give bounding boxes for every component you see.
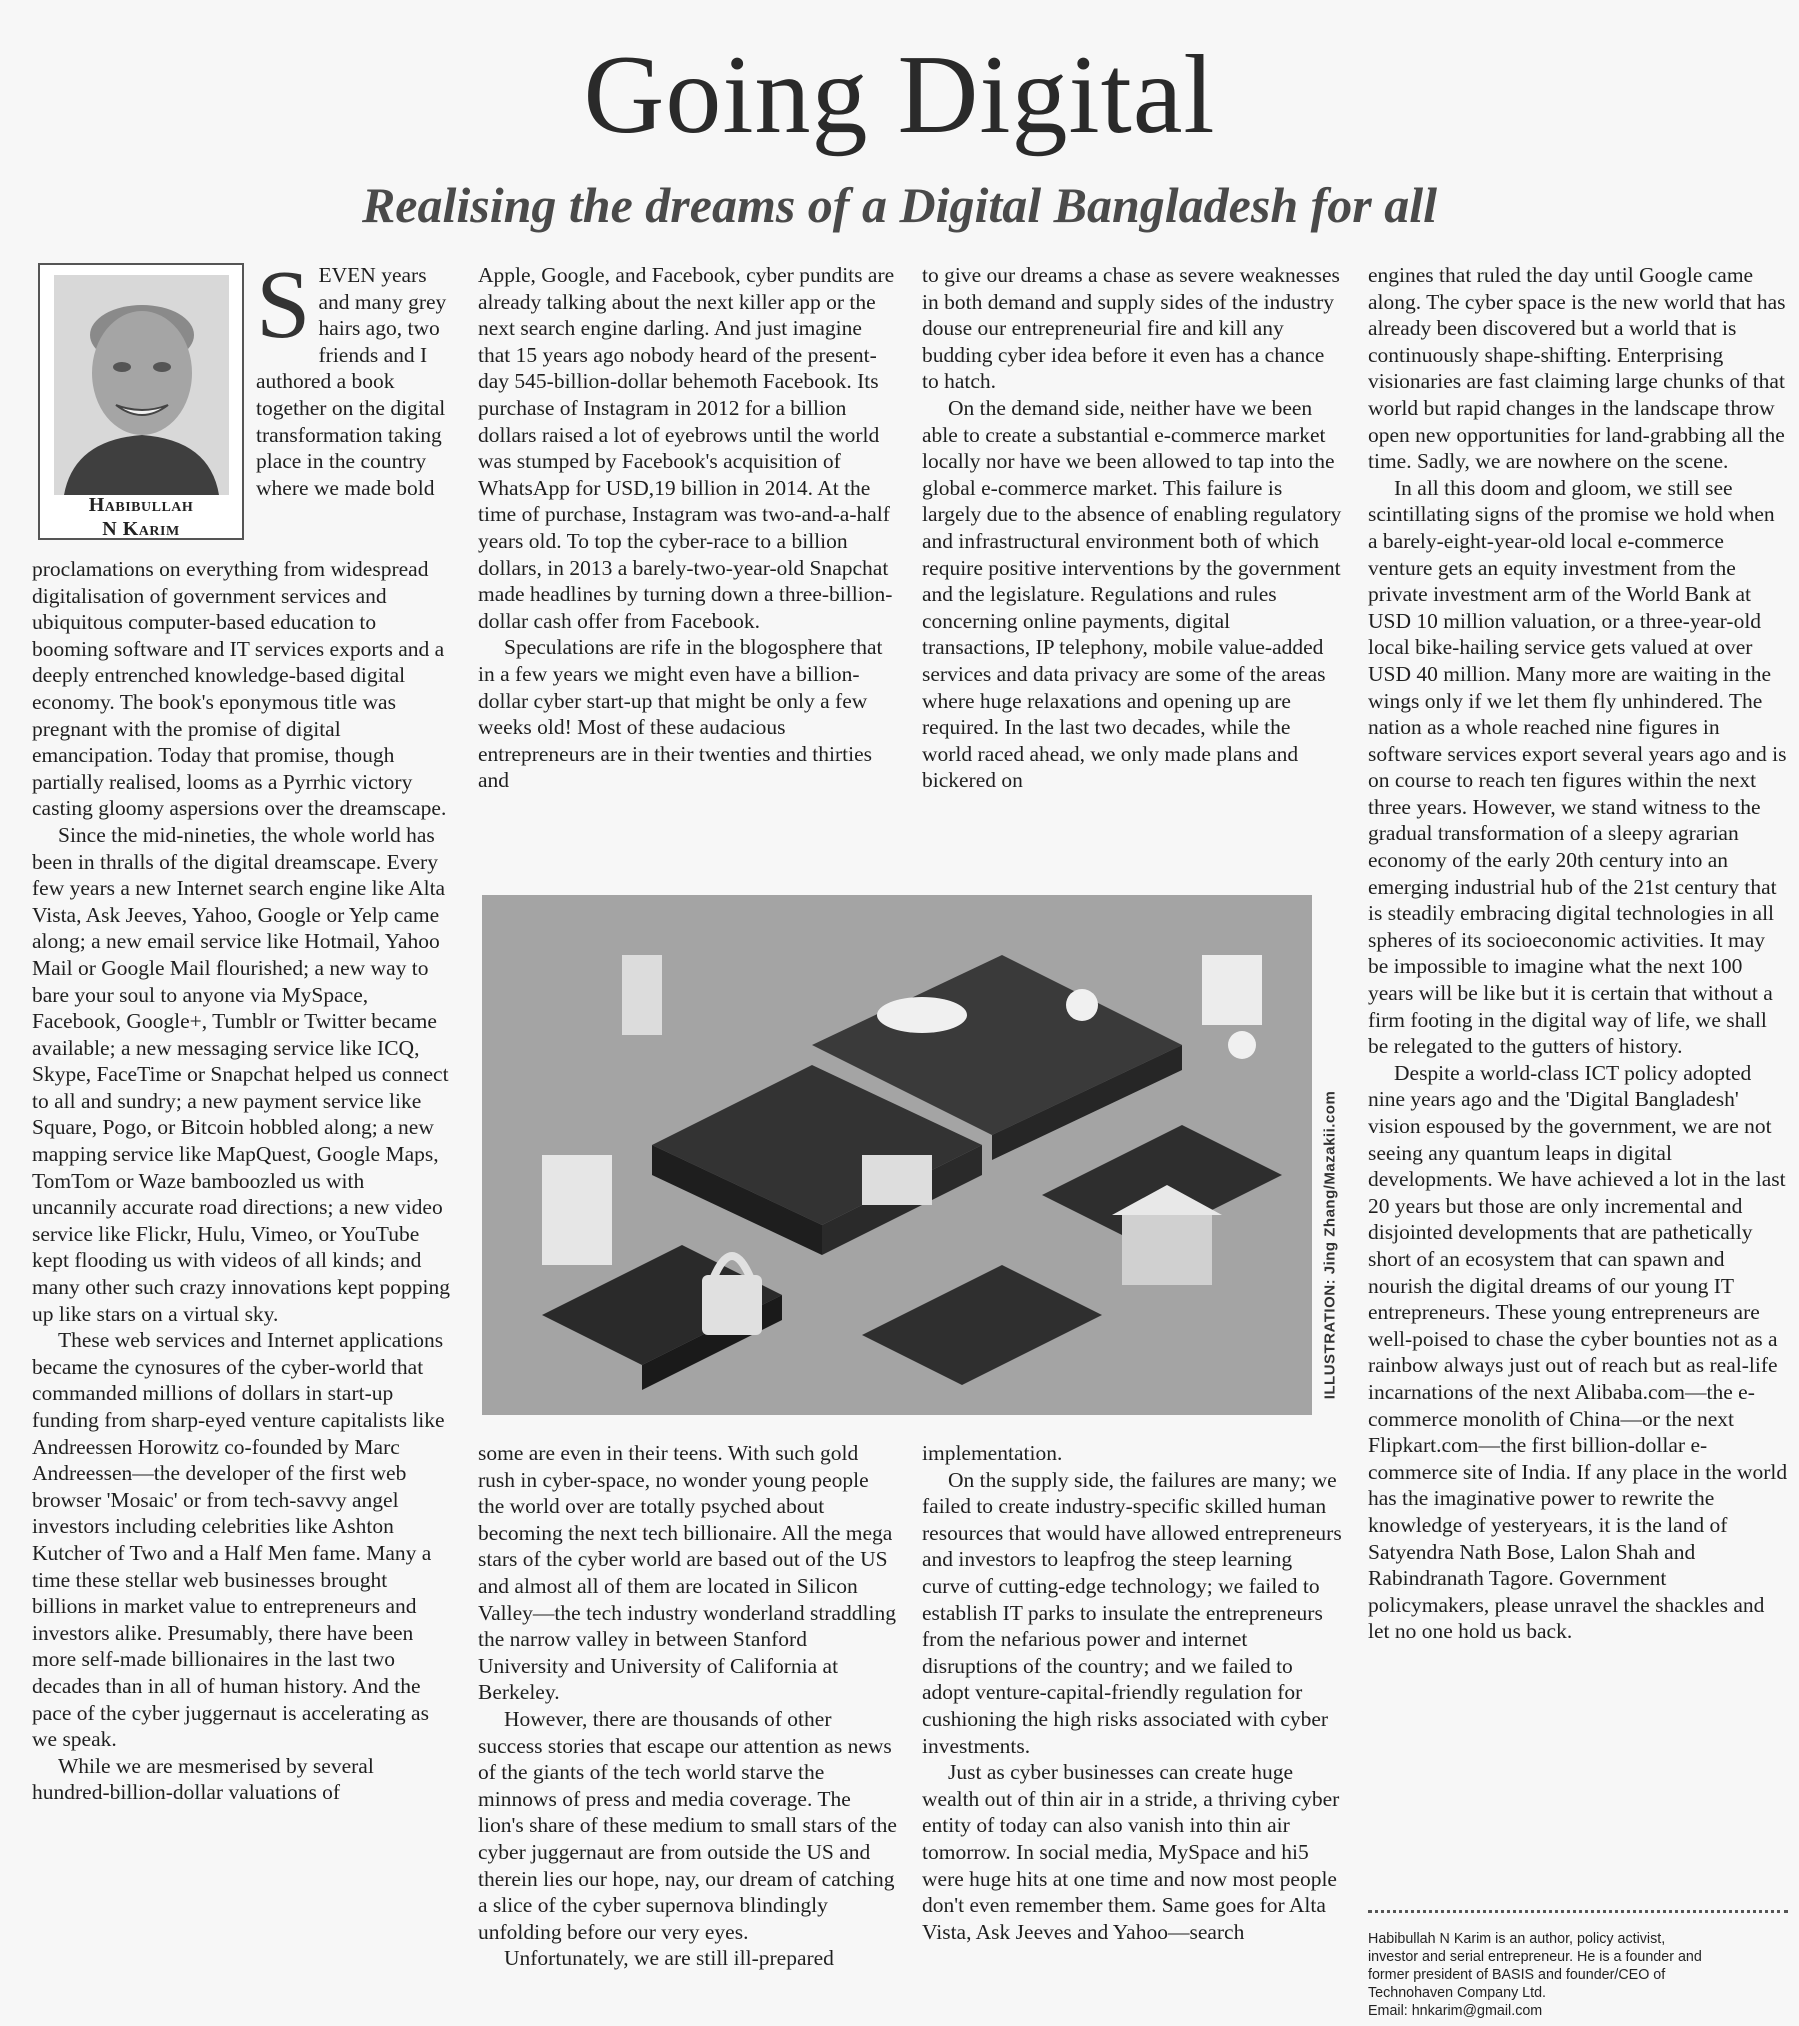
column-3-bottom [922, 1440, 1342, 2020]
headline: Going Digital [583, 33, 1216, 157]
col1-paragraph-2: Since the mid-nineties, the whole world has been in thralls of the digital dreamscape. Every few years a new Internet search engine like Alta Vista, Ask Jeeves, Yahoo, Google or Yelp came along; a new email service like Hotmail, Yahoo Mail or Google Mail flourished; a new way to bare your soul to anyone via MySpace, Facebook, Google+, Tumblr or Twitter became available; a new messaging service like ICQ, Skype, FaceTime or Snapchat helped us connect to all and sundry; a new payment service like Square, Pogo, or Bitcoin hobbled along; a new mapping service like MapQuest, Google Maps, TomTom or Waze bamboozled us with uncannily accurate road directions; a new video service like Flickr, Hulu, Vimeo, or YouTube kept flooding us with videos of all kinds; and many other such crazy innovations kept popping up like stars on a virtual sky. [32, 822, 450, 1326]
drop-cap: S [256, 262, 311, 359]
col2-paragraph-1: Apple, Google, and Facebook, cyber pundits are already talking about the next killer app or the next search engine darling. And just imagine that 15 years ago nobody heard of the present-day 545-billion-dollar behemoth Facebook. Its purchase of Instagram in 2012 for a billion dollars raised a lot of eyebrows until the world was stumped by Facebook's acquisition of WhatsApp for USD,19 billion in 2014. At the time of purchase, Instagram was two-and-a-half years old. To top the cyber-race to a billion dollars, in 2013 a barely-two-year-old Snapchat made headlines by turning down a three-billion-dollar cash offer from Facebook. [478, 263, 895, 633]
isometric-digital-city-illustration [482, 895, 1312, 1415]
col1-paragraph-4: While we are mesmerised by several hundred-billion-dollar valuations of [32, 1753, 374, 1805]
col4-paragraph-2: In all this doom and gloom, we still see scintillating signs of the promise we hold when a barely-eight-year-old local e-commerce venture gets an equity investment from the private investment arm of the World Bank at USD 10 million valuation, or a three-year-old local bike-hailing service gets valued at over USD 40 million. Many more are waiting in the wings only if we let them fly unhindered. The nation as a whole reached nine figures in software services export several years ago and is on course to reach ten figures within the next three years. However, we stand witness to the gradual transformation of a sleepy agrarian economy of the early 20th century into an emerging industrial hub of the 21st century that is steadily embracing digital technologies in all spheres of its socioeconomic activities. It may be impossible to imagine what the next 100 years will be like but it is certain that without a firm footing in the digital way of life, we shall be relegated to the gutters of history. [1368, 475, 1787, 1059]
author-bio-line-1: Habibullah N Karim is an author, policy activist, [1368, 1931, 1666, 1947]
col1-paragraph-1-continued: proclamations on everything from widespread digitalisation of government services and ubiquitous computer-based education to booming software and IT services exports and a deeply entrenched knowledge-based digital economy. The book's eponymous title was pregnant with the promise of digital emancipation. Today that promise, though partially realised, looms as a Pyrrhic victory casting gloomy aspersions over the dreamscape. [32, 557, 447, 821]
column-2-top [478, 262, 898, 874]
subheadline: Realising the dreams of a Digital Bangladesh for all [361, 177, 1438, 233]
col2-bottom-paragraph-1: some are even in their teens. With such gold rush in cyber-space, no wonder young people the world over are totally psyched about becoming the next tech billionaire. All the mega stars of the cyber world are based out of the US and almost all of them are located in Silicon Valley—the tech industry wonderland straddling the narrow valley in between Stanford University and University of California at Berkeley. [478, 1441, 896, 1705]
col4-paragraph-3: Despite a world-class ICT policy adopted nine years ago and the 'Digital Bangladesh' vision espoused by the government, we are not seeing any quantum leaps in digital developments. We have achieved a lot in the last 20 years but those are only incremental and disjointed developments that are pathetically short of an ecosystem that can spawn and nourish the digital dreams of our young IT entrepreneurs. These young entrepreneurs are well-poised to chase the cyber bounties not as a rainbow always just out of reach but as real-life incarnations of the next Alibaba.com—the e-commerce monolith of China—or the next Flipkart.com—the first billion-dollar e-commerce site of India. If any place in the world has the imaginative power to rewrite the knowledge of yesteryears, it is the land of Satyendra Nath Bose, Lalon Shah and Rabindranath Tagore. Government policymakers, please unravel the shackles and let no one hold us back. [1368, 1060, 1788, 1644]
column-4 [1368, 262, 1788, 1902]
author-bio-line-3: former president of BASIS and founder/CEO of [1368, 1967, 1666, 1983]
author-bio-email: Email: hnkarim@gmail.com [1368, 2003, 1543, 2019]
col3-bottom-paragraph-2: On the supply side, the failures are many; we failed to create industry-specific skilled human resources that would have allowed entrepreneurs and investors to leapfrog the steep learning curve of cutting-edge technology; we failed to establish IT parks to insulate the entrepreneurs from the nefarious power and internet disruptions of the country; and we failed to adopt venture-capital-friendly regulation for cushioning the high risks associated with cyber investments. [922, 1467, 1342, 1758]
bio-divider [1368, 1910, 1788, 1913]
illustration-credit-text: ILLUSTRATION: Jing Zhang/Mazakii.com [1321, 1090, 1339, 1400]
illustration-credit [1315, 1075, 1345, 1415]
column-1-body [32, 556, 452, 2016]
author-photo [54, 275, 229, 495]
author-bio [1368, 1930, 1788, 2020]
author-photo-box [38, 263, 244, 540]
author-name-line1: Habibullah [88, 494, 194, 516]
column-1 [256, 262, 452, 562]
col2-bottom-paragraph-2: However, there are thousands of other success stories that escape our attention as news of the giants of the tech world starve the minnows of press and media coverage. The lion's share of these medium to small stars of the cyber juggernaut are from outside the US and therein lies our hope, nay, our dream of catching a slice of the cyber supernova blindingly unfolding before our very eyes. [478, 1706, 897, 1944]
column-3-top [922, 262, 1342, 874]
column-2-bottom [478, 1440, 898, 2020]
col1-opening-text: EVEN years and many grey hairs ago, two friends and I authored a book together on the digital transformation taking place in the country where we made bold [256, 263, 447, 500]
col2-paragraph-2: Speculations are rife in the blogosphere that in a few years we might even have a billion-dollar cyber start-up that might be only a few weeks old! Most of these audacious entrepreneurs are in their twenties and thirties and [478, 635, 883, 793]
author-name [40, 493, 242, 541]
col3-bottom-paragraph-1: implementation. [922, 1441, 1063, 1465]
author-bio-line-2: investor and serial entrepreneur. He is a founder and [1368, 1949, 1702, 1965]
col1-paragraph-3: These web services and Internet applications became the cynosures of the cyber-world that commanded millions of dollars in start-up funding from sharp-eyed venture capitalists like Andreessen Horowitz co-founded by Marc Andreessen—the developer of the first web browser 'Mosaic' or from tech-savvy angel investors including celebrities like Ashton Kutcher of Two and a Half Men fame. Many a time these stellar web businesses brought billions in market value to entrepreneurs and investors alike. Presumably, there have been more self-made billionaires in the last two decades than in all of human history. And the pace of the cyber juggernaut is accelerating as we speak. [32, 1328, 445, 1752]
author-name-line2: N Karim [102, 518, 180, 540]
col4-paragraph-1: engines that ruled the day until Google came along. The cyber space is the new world that has already been discovered but a world that is continuously shape-shifting. Enterprising visionaries are fast claiming large chunks of that world but rapid changes in the landscape throw open new opportunities for land-grabbing all the time. Sadly, we are nowhere on the scene. [1368, 263, 1786, 474]
col3-paragraph-1: to give our dreams a chase as severe weaknesses in both demand and supply sides of the industry douse our entrepreneurial fire and kill any budding cyber idea before it even has a chance to hatch. [922, 263, 1340, 394]
col3-bottom-paragraph-3: Just as cyber businesses can create huge wealth out of thin air in a stride, a thriving cyber entity of today can also vanish into thin air tomorrow. In social media, MySpace and hi5 were huge hits at one time and now most people don't even remember them. Same goes for Alta Vista, Ask Jeeves and Yahoo—search [922, 1760, 1340, 1944]
author-bio-line-4: Technohaven Company Ltd. [1368, 1985, 1547, 2001]
col3-paragraph-2: On the demand side, neither have we been able to create a substantial e-commerce market locally nor have we been allowed to tap into the global e-commerce market. This failure is largely due to the absence of enabling regulatory and infrastructural environment both of which require positive interventions by the government and the legislature. Regulations and rules concerning online payments, digital transactions, IP telephony, mobile value-added services and data privacy are some of the areas where huge relaxations and opening up are required. In the last two decades, while the world raced ahead, we only made plans and bickered on [922, 395, 1342, 793]
col2-bottom-paragraph-3: Unfortunately, we are still ill-prepared [504, 1946, 834, 1971]
